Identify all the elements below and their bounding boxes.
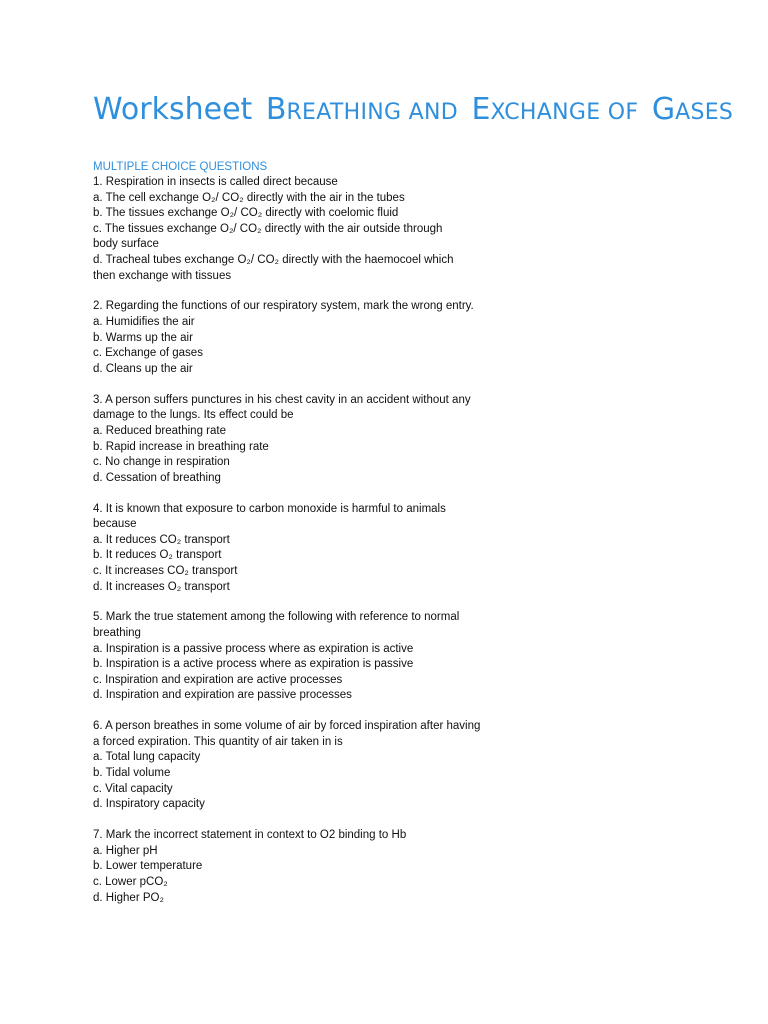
- question-stem: 1. Respiration in insects is called direct because: [93, 176, 338, 188]
- answer-option: d. Higher PO₂: [93, 891, 164, 904]
- title-cap-b: B: [265, 92, 287, 127]
- title-rest-exchange: XCHANGE OF: [490, 100, 639, 125]
- answer-option: then exchange with tissues: [93, 269, 232, 282]
- answer-option: c. The tissues exchange O₂/ CO₂ directly with the air outside through: [93, 222, 443, 235]
- answer-option: c. Lower pCO₂: [93, 875, 168, 888]
- question-stem: 3. A person suffers punctures in his chest cavity in an accident without any: [93, 393, 471, 406]
- answer-option: body surface: [93, 238, 159, 251]
- question-stem: 7. Mark the incorrect statement in context to O2 binding to Hb: [93, 829, 407, 842]
- question-6: [93, 719, 733, 813]
- worksheet-body: [93, 159, 733, 921]
- answer-option: a. The cell exchange O₂/ CO₂ directly with the air in the tubes: [93, 191, 405, 204]
- answer-option: a. Humidifies the air: [93, 316, 195, 329]
- answer-option: b. Tidal volume: [93, 767, 171, 780]
- title-word-worksheet: Worksheet: [93, 92, 253, 127]
- answer-option: b. Rapid increase in breathing rate: [93, 440, 269, 453]
- answer-option: c. It increases CO₂ transport: [93, 564, 238, 577]
- question-stem: because: [93, 518, 137, 531]
- answer-option: a. Higher pH: [93, 844, 158, 857]
- answer-option: c. Inspiration and expiration are active processes: [93, 673, 343, 686]
- question-4: [93, 502, 733, 596]
- answer-option: a. It reduces CO₂ transport: [93, 533, 230, 546]
- title-rest-breathing: REATHING AND: [286, 100, 458, 125]
- answer-option: b. It reduces O₂ transport: [93, 549, 222, 562]
- answer-option: d. It increases O₂ transport: [93, 580, 230, 593]
- question-stem: damage to the lungs. Its effect could be: [93, 409, 294, 422]
- answer-option: a. Total lung capacity: [93, 751, 201, 764]
- title-rest-gases: ASES: [675, 100, 734, 125]
- question-stem: 5. Mark the true statement among the following with reference to normal: [93, 611, 460, 624]
- section-heading: MULTIPLE CHOICE QUESTIONS: [93, 161, 268, 173]
- question-3: [93, 393, 733, 487]
- title-cap-g: G: [651, 92, 676, 127]
- question-stem: breathing: [93, 627, 141, 640]
- answer-option: b. Warms up the air: [93, 331, 193, 344]
- answer-option: a. Inspiration is a passive process where as expiration is active: [93, 642, 414, 655]
- question-stem: 2. Regarding the functions of our respiratory system, mark the wrong entry.: [93, 300, 474, 313]
- answer-option: c. Exchange of gases: [93, 347, 203, 360]
- answer-option: b. Inspiration is a active process where as expiration is passive: [93, 658, 414, 671]
- answer-option: b. The tissues exchange O₂/ CO₂ directly with coelomic fluid: [93, 207, 399, 220]
- question-list: [93, 175, 733, 906]
- question-1: [93, 175, 733, 284]
- question-stem: a forced expiration. This quantity of air taken in is: [93, 735, 343, 748]
- answer-option: c. No change in respiration: [93, 456, 230, 469]
- worksheet-title: [93, 90, 733, 133]
- answer-option: c. Vital capacity: [93, 782, 173, 795]
- question-7: [93, 828, 733, 906]
- question-stem: 4. It is known that exposure to carbon monoxide is harmful to animals: [93, 502, 446, 515]
- question-2: [93, 299, 733, 377]
- answer-option: d. Inspiratory capacity: [93, 798, 205, 811]
- question-5: [93, 610, 733, 704]
- answer-option: d. Cessation of breathing: [93, 471, 221, 484]
- answer-option: d. Inspiration and expiration are passive processes: [93, 689, 352, 702]
- title-cap-e: E: [471, 92, 491, 127]
- answer-option: a. Reduced breathing rate: [93, 424, 226, 437]
- answer-option: b. Lower temperature: [93, 860, 203, 873]
- answer-option: d. Tracheal tubes exchange O₂/ CO₂ directly with the haemocoel which: [93, 253, 454, 266]
- answer-option: d. Cleans up the air: [93, 362, 193, 375]
- question-stem: 6. A person breathes in some volume of air by forced inspiration after having: [93, 720, 481, 733]
